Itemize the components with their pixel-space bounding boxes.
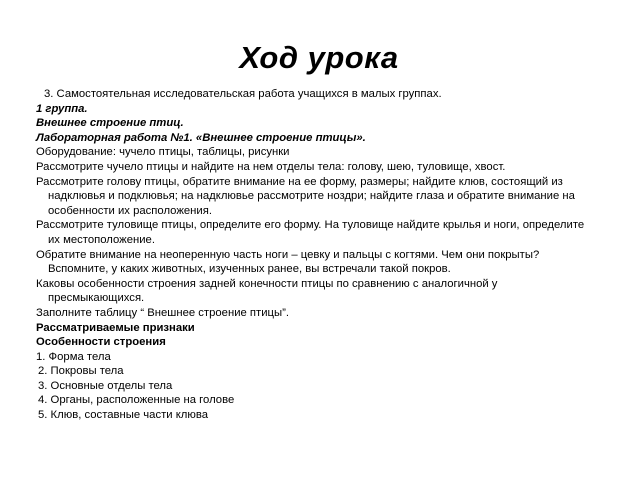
step-3-line-2: их местоположение. [48, 233, 155, 246]
feature-row-3: 3. Основные отделы тела [38, 379, 173, 392]
slide-title: Ход урока [239, 40, 399, 75]
lab-title: Лабораторная работа №1. «Внешнее строение птицы». [36, 131, 366, 144]
step-3-line-1: Рассмотрите туловище птицы, определите его форму. На туловище найдите крылья и ноги, определите [36, 219, 585, 232]
feature-row-1: 1. Форма тела [36, 350, 111, 363]
feature-row-2: 2. Покровы тела [38, 365, 124, 378]
intro-text: 3. Самостоятельная исследовательская работа учащихся в малых группах. [44, 88, 442, 100]
step-2-line-2: надклювья и подклювья; на надклювье рассмотрите ноздри; найдите глаза и обратите внимание на [48, 190, 575, 203]
group-label: 1 группа. [36, 102, 88, 115]
slide-content [36, 87, 608, 423]
step-4-line-2: Вспомните, у каких животных, изученных ранее, вы встречали такой покров. [48, 263, 451, 276]
step-4-paragraph [36, 248, 608, 277]
step-2-line-3: особенности их расположения. [48, 204, 212, 217]
feature-row-5: 5. Клюв, составные части клюва [38, 409, 209, 422]
step-5-line-1: Каковы особенности строения задней конечности птицы по сравнению с аналогичной у [36, 277, 498, 290]
step-4-line-1: Обратите внимание на неоперенную часть ноги – цевку и пальцы с когтями. Чем они покрыты? [36, 248, 540, 261]
step-5-line-2: пресмыкающихся. [48, 292, 145, 305]
table-header-features: Рассматриваемые признаки [36, 321, 195, 334]
step-2-paragraph [36, 175, 608, 219]
topic-label: Внешнее строение птиц. [36, 117, 184, 130]
equipment-text: Оборудование: чучело птицы, таблицы, рисунки [36, 146, 290, 159]
table-instruction: Заполните таблицу “ Внешнее строение птицы”. [36, 306, 290, 319]
step-5-paragraph [36, 277, 608, 306]
feature-row-4: 4. Органы, расположенные на голове [38, 394, 235, 407]
step-2-line-1: Рассмотрите голову птицы, обратите внимание на ее форму, размеры; найдите клюв, состоящий из [36, 175, 563, 188]
step-1-text: Рассмотрите чучело птицы и найдите на нем отделы тела: голову, шею, туловище, хвост. [36, 160, 506, 173]
table-header-structure: Особенности строения [36, 336, 166, 349]
step-3-paragraph [36, 218, 608, 247]
